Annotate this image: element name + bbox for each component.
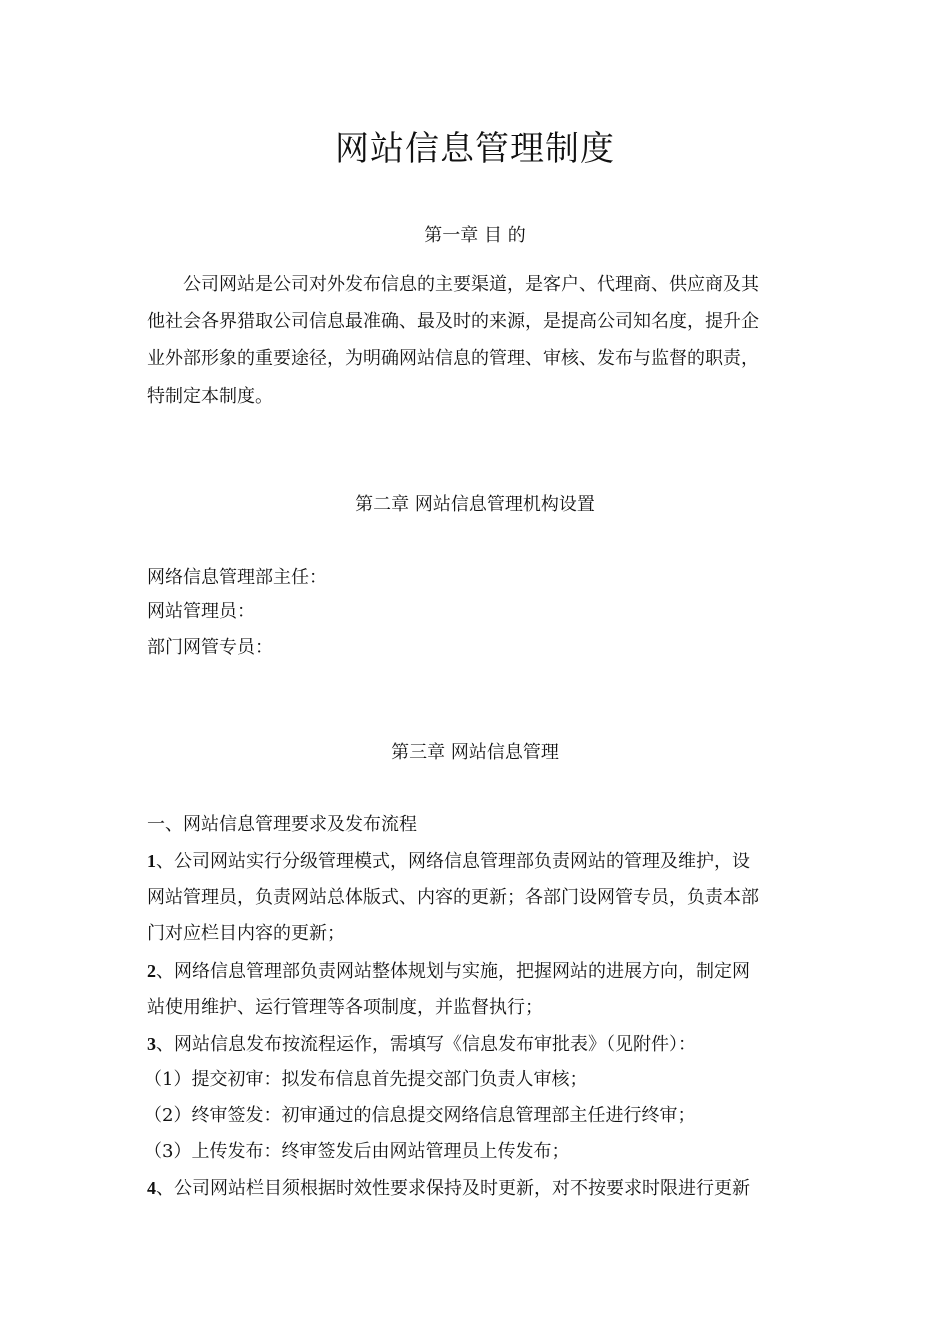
item-2-line: 站使用维护、运行管理等各项制度，并监督执行； <box>147 997 543 1018</box>
item-1-line <box>147 848 807 875</box>
section-1-heading: 一、网站信息管理要求及发布流程 <box>147 814 417 835</box>
item-3-text: 、网站信息发布按流程运作，需填写《信息发布审批表》（见附件）： <box>156 1034 696 1055</box>
chapter-3-heading: 第三章 网站信息管理 <box>391 742 559 763</box>
item-2-line <box>147 958 807 985</box>
item-4-line <box>147 1175 807 1202</box>
chapter-1-paragraph-line: 公司网站是公司对外发布信息的主要渠道，是客户、代理商、供应商及其 <box>183 274 759 295</box>
item-2-text: 、网络信息管理部负责网站整体规划与实施，把握网站的进展方向，制定网 <box>156 961 750 982</box>
item-3-line <box>147 1031 807 1058</box>
item-1-text: 、公司网站实行分级管理模式，网络信息管理部负责网站的管理及维护，设 <box>156 851 750 872</box>
item-3-step: （1）提交初审：拟发布信息首先提交部门负责人审核； <box>144 1069 588 1090</box>
role-director: 网络信息管理部主任： <box>147 567 327 588</box>
chapter-1-paragraph-line: 他社会各界猎取公司信息最准确、最及时的来源，是提高公司知名度，提升企 <box>147 311 759 332</box>
role-site-admin: 网站管理员： <box>147 601 255 622</box>
page-title: 网站信息管理制度 <box>335 129 615 169</box>
item-3-step: （3）上传发布：终审签发后由网站管理员上传发布； <box>144 1141 570 1162</box>
item-1-line: 门对应栏目内容的更新； <box>147 923 345 944</box>
chapter-1-heading: 第一章 目 的 <box>424 225 526 246</box>
chapter-1-paragraph-line: 业外部形象的重要途径，为明确网站信息的管理、审核、发布与监督的职责， <box>147 348 759 369</box>
item-3-number: 3 <box>147 1034 156 1054</box>
item-4-text: 、公司网站栏目须根据时效性要求保持及时更新，对不按要求时限进行更新 <box>156 1178 750 1199</box>
item-1-line: 网站管理员，负责网站总体版式、内容的更新；各部门设网管专员，负责本部 <box>147 887 759 908</box>
item-2-number: 2 <box>147 961 156 981</box>
item-1-number: 1 <box>147 851 156 871</box>
item-4-number: 4 <box>147 1178 156 1198</box>
chapter-1-paragraph-line: 特制定本制度。 <box>147 386 273 407</box>
role-dept-specialist: 部门网管专员： <box>147 637 273 658</box>
chapter-2-heading: 第二章 网站信息管理机构设置 <box>355 494 595 515</box>
item-3-step: （2）终审签发：初审通过的信息提交网络信息管理部主任进行终审； <box>144 1105 696 1126</box>
